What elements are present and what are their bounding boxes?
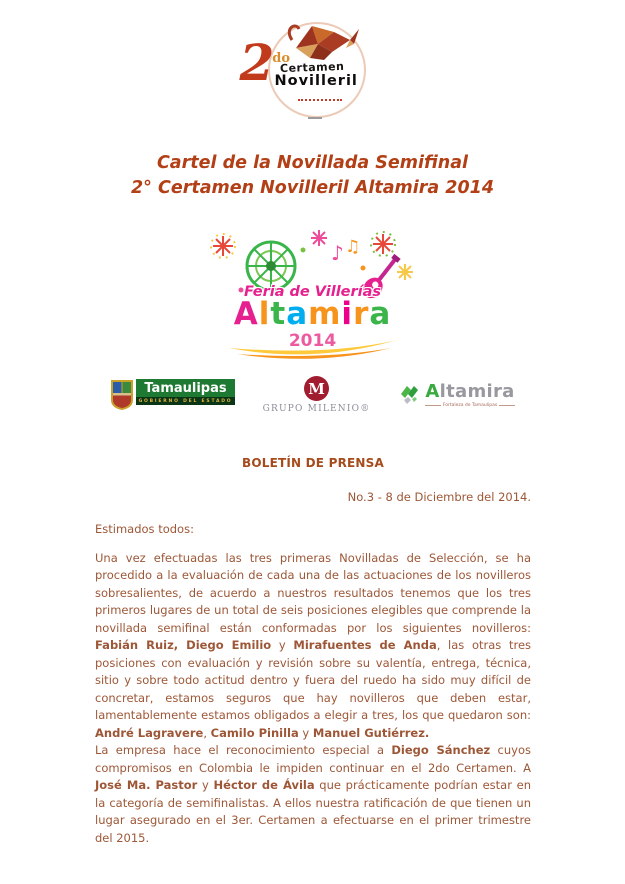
- document-title: [0, 151, 625, 202]
- altamira-chevrons-icon: [398, 383, 422, 407]
- tamaulipas-subtitle: GOBIERNO DEL ESTADO: [136, 397, 234, 405]
- altamira-logo: [398, 380, 515, 408]
- feria-year: 2014: [288, 331, 337, 351]
- title-line-1: Cartel de la Novillada Semifinal: [156, 152, 469, 173]
- certamen-novilleril-logo: [228, 20, 398, 124]
- sponsor-logos-row: [0, 376, 625, 414]
- milenio-name: GRUPO MILENIO®: [262, 404, 371, 414]
- logo-tagline-squiggle: [298, 99, 342, 101]
- altamira-name: Altamira: [425, 380, 515, 402]
- feria-top-text: Feria de Villerías: [243, 284, 382, 300]
- feria-altamira-word: Altamira: [233, 296, 392, 332]
- certamen-word: Certamen: [279, 59, 345, 76]
- salutation: Estimados todos:: [95, 522, 194, 536]
- grupo-milenio-logo: [263, 376, 371, 414]
- svg-text:♪: ♪: [330, 241, 344, 265]
- tamaulipas-logo: [110, 379, 234, 411]
- date-line: No.3 - 8 de Diciembre del 2014.: [347, 489, 531, 504]
- tamaulipas-name: Tamaulipas: [136, 379, 234, 397]
- press-release-body: [95, 455, 531, 847]
- milenio-monogram-icon: M: [304, 376, 329, 401]
- title-line-2: 2° Certamen Novilleril Altamira 2014: [130, 178, 495, 199]
- body-paragraph-2: La empresa hace el reconocimiento especial a Diego Sánchez cuyos compromisos en Colombia le impiden continuar en el 2do Certamen. A José Ma. Pastor y Héctor de Ávila que prácticamente podrían estar en la categoría de semifinalistas. A ellos nuestra ratificación de que tienen un lugar asegurado en el 3er. Certamen a efectuarse en el primer trimestre del 2015.: [95, 743, 531, 845]
- svg-text:♫: ♫: [344, 237, 360, 257]
- feria-altamira-logo: [207, 228, 419, 368]
- body-paragraph-1: Una vez efectuadas las tres primeras Novilladas de Selección, se ha procedido a la evaluación de cada una de las actuaciones de los novilleros sobresalientes, de acuerdo a nuestros resultados tenemos que los tres primeros lugares de un total de seis posiciones elegibles que comprende la novillada semifinal están conformadas por los siguientes novilleros: Fabián Ruiz, Diego Emilio y Mirafuentes de Anda, las otras tres posiciones con evaluación y revisión sobre su valentía, entrega, técnica, sitio y sobre todo actitud dentro y fuera del ruedo ha sido muy difícil de concretar, estamos seguros que hay novilleros que deben estar, lamentablemente estamos obligados a elegir a tres, los que quedaron son: André Lagravere, Camilo Pinilla y Manuel Gutiérrez.: [95, 550, 532, 740]
- altamira-tagline: Fortaleza de Tamaulipas: [425, 403, 514, 408]
- tamaulipas-shield-icon: [110, 379, 134, 411]
- press-heading: BOLETÍN DE PRENSA: [241, 456, 384, 470]
- logo-base-mark: [308, 117, 322, 119]
- certamen-number: $2^{do}$: [239, 33, 291, 92]
- novilleril-word: Novilleril: [274, 73, 358, 89]
- certamen-number-ordinal: do: [272, 51, 291, 67]
